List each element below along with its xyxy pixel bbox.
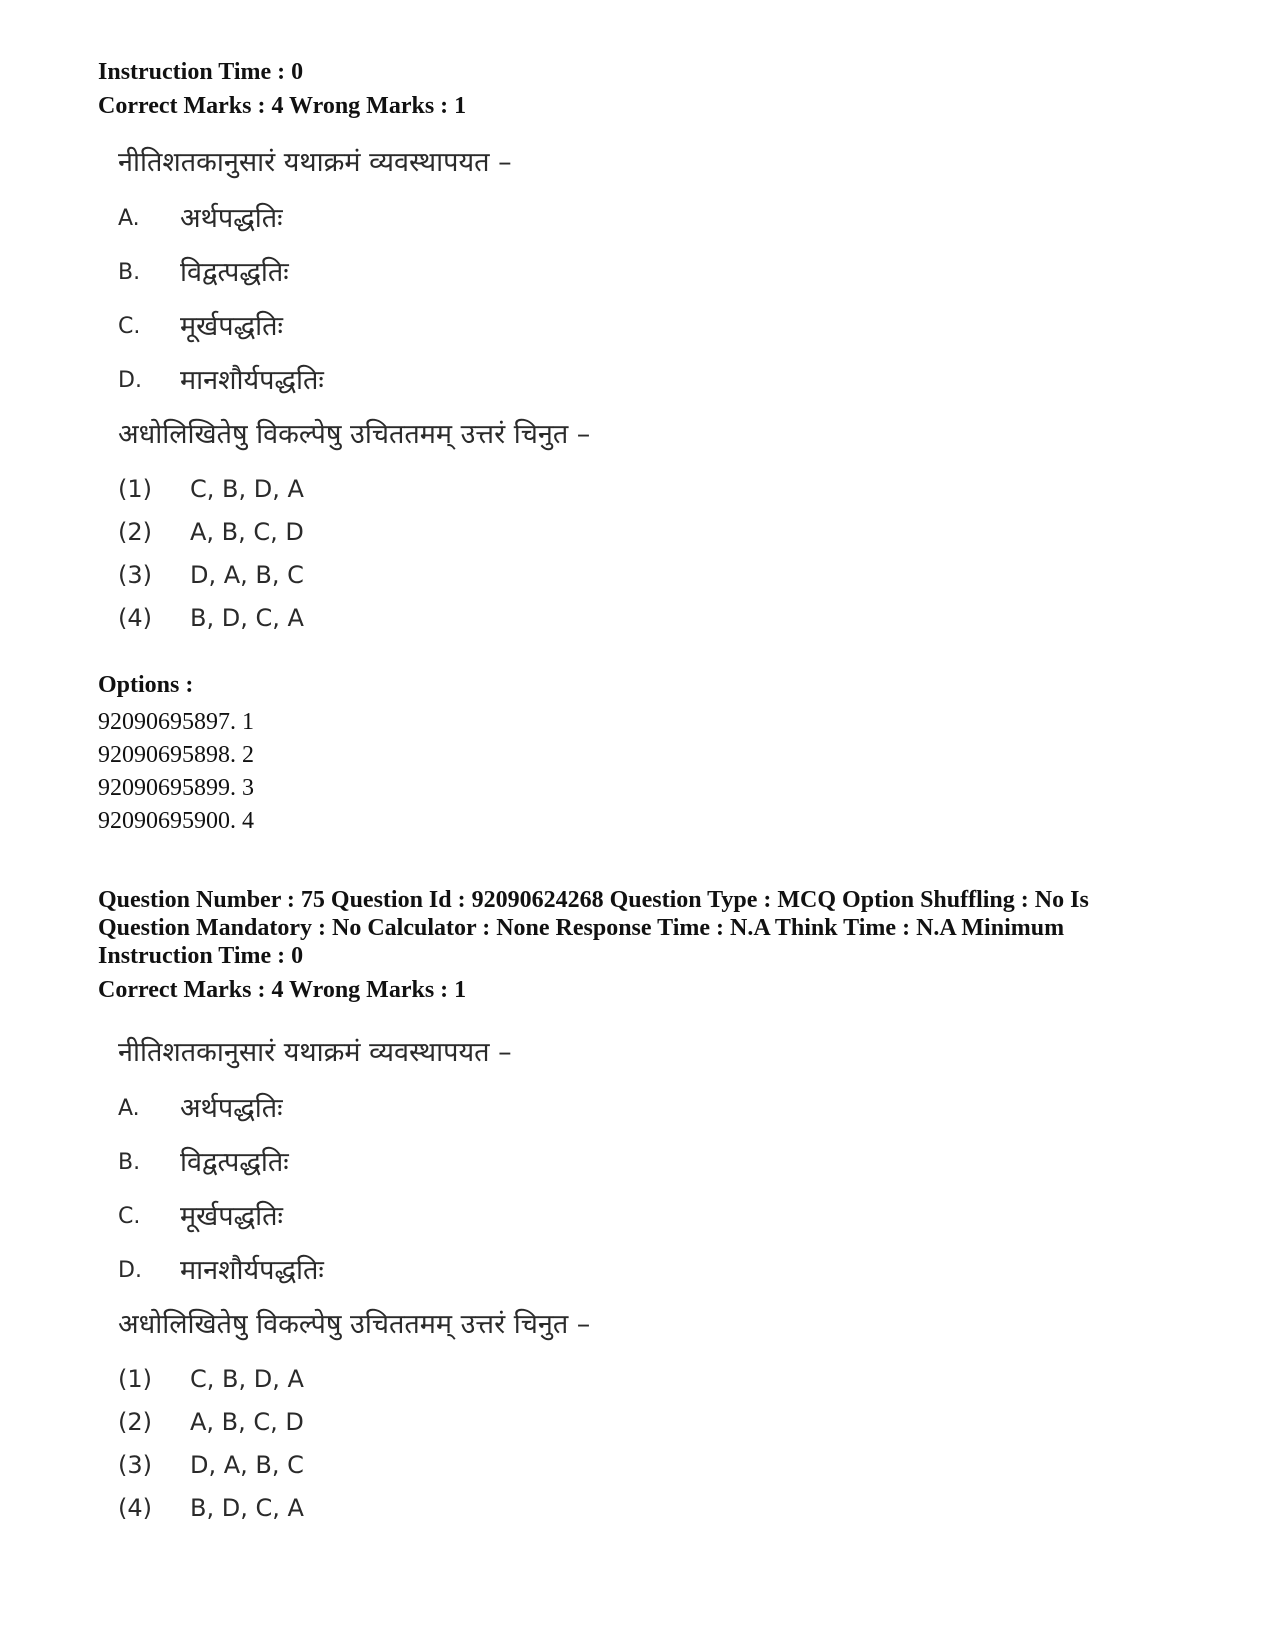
- statement-text: अर्थपद्धतिः: [180, 1093, 283, 1124]
- statement-letter: C.: [118, 1204, 141, 1229]
- choice-number: (1): [118, 475, 152, 503]
- statement-item: [118, 310, 590, 364]
- question-74-body: [118, 146, 590, 646]
- option-item: 92090695900. 4: [98, 808, 254, 834]
- answer-choice: [118, 517, 590, 560]
- statement-text: मानशौर्यपद्धतिः: [180, 1255, 324, 1286]
- question-instruction: अधोलिखितेषु विकल्पेषु उचिततमम् उत्तरं चिनुत –: [118, 1309, 591, 1340]
- question-75-meta: [98, 886, 1198, 1004]
- choice-number: (2): [118, 518, 152, 546]
- choice-text: D, A, B, C: [190, 1451, 304, 1479]
- statement-text: मानशौर्यपद्धतिः: [180, 365, 324, 396]
- statement-letter: B.: [118, 1150, 141, 1175]
- question-meta-line: Question Mandatory : No Calculator : None Response Time : N.A Think Time : N.A Minimum: [98, 915, 1065, 941]
- statement-item: [118, 202, 590, 256]
- answer-choice: [118, 560, 590, 603]
- question-75-body: [118, 1036, 590, 1536]
- question-title: नीतिशतकानुसारं यथाक्रमं व्यवस्थापयत –: [118, 147, 512, 178]
- statement-letter: C.: [118, 314, 141, 339]
- statement-item: [118, 364, 590, 418]
- instruction-time: Instruction Time : 0: [98, 59, 304, 85]
- statement-text: मूर्खपद्धतिः: [180, 1201, 283, 1232]
- answer-choice: [118, 603, 590, 646]
- statement-letter: A.: [118, 206, 140, 231]
- options-label: Options :: [98, 672, 194, 698]
- statement-letter: A.: [118, 1096, 140, 1121]
- question-title: नीतिशतकानुसारं यथाक्रमं व्यवस्थापयत –: [118, 1037, 512, 1068]
- options-list: [98, 670, 254, 838]
- statement-text: मूर्खपद्धतिः: [180, 311, 283, 342]
- choice-number: (3): [118, 561, 152, 589]
- statement-item: [118, 1146, 590, 1200]
- choice-text: D, A, B, C: [190, 561, 304, 589]
- statement-text: अर्थपद्धतिः: [180, 203, 283, 234]
- instruction-time: Instruction Time : 0: [98, 943, 304, 969]
- option-item: 92090695899. 3: [98, 775, 254, 801]
- choice-text: B, D, C, A: [190, 1494, 304, 1522]
- choice-number: (4): [118, 1494, 152, 1522]
- statement-letter: D.: [118, 368, 142, 393]
- question-meta-top: [98, 58, 1198, 120]
- statement-letter: D.: [118, 1258, 142, 1283]
- statement-item: [118, 256, 590, 310]
- statement-item: [118, 1092, 590, 1146]
- question-meta-line: Question Number : 75 Question Id : 92090624268 Question Type : MCQ Option Shuffling : No Is: [98, 887, 1089, 913]
- choice-text: C, B, D, A: [190, 1365, 304, 1393]
- statement-item: [118, 1200, 590, 1254]
- option-item: 92090695897. 1: [98, 709, 254, 735]
- choice-text: B, D, C, A: [190, 604, 304, 632]
- statement-item: [118, 1254, 590, 1308]
- choice-text: A, B, C, D: [190, 518, 304, 546]
- option-item: 92090695898. 2: [98, 742, 254, 768]
- choice-number: (2): [118, 1408, 152, 1436]
- answer-choice: [118, 1493, 590, 1536]
- choice-number: (4): [118, 604, 152, 632]
- question-instruction: अधोलिखितेषु विकल्पेषु उचिततमम् उत्तरं चिनुत –: [118, 419, 591, 450]
- marks-line: Correct Marks : 4 Wrong Marks : 1: [98, 977, 467, 1003]
- choice-number: (1): [118, 1365, 152, 1393]
- answer-choice: [118, 1450, 590, 1493]
- answer-choice: [118, 474, 590, 517]
- choice-text: C, B, D, A: [190, 475, 304, 503]
- marks-line: Correct Marks : 4 Wrong Marks : 1: [98, 93, 467, 119]
- answer-choice: [118, 1407, 590, 1450]
- choice-text: A, B, C, D: [190, 1408, 304, 1436]
- statement-letter: B.: [118, 260, 141, 285]
- statement-text: विद्वत्पद्धतिः: [180, 257, 289, 288]
- answer-choice: [118, 1364, 590, 1407]
- choice-number: (3): [118, 1451, 152, 1479]
- statement-text: विद्वत्पद्धतिः: [180, 1147, 289, 1178]
